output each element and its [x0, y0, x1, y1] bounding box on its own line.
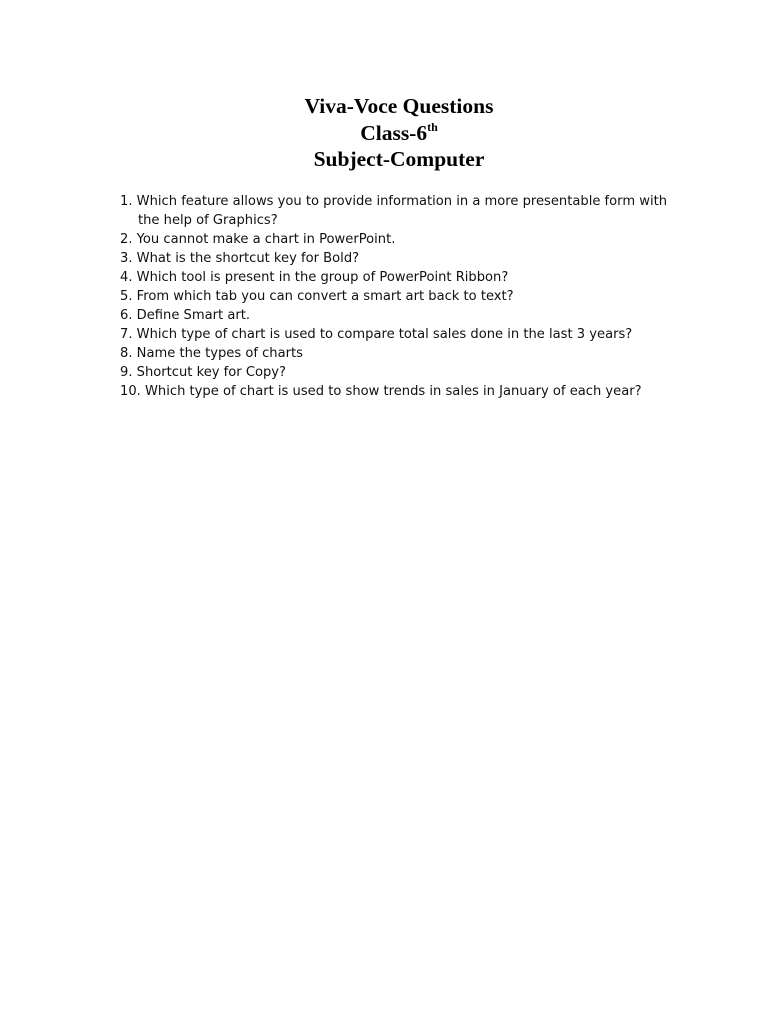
question-item: 7. Which type of chart is used to compare total sales done in the last 3 years? — [120, 327, 633, 342]
question-item: 4. Which tool is present in the group of PowerPoint Ribbon? — [120, 270, 509, 285]
title-class-main: Class-6 — [360, 120, 428, 145]
title-class — [0, 120, 768, 147]
question-item: 8. Name the types of charts — [120, 346, 303, 361]
question-item: 9. Shortcut key for Copy? — [120, 365, 286, 380]
question-item: 6. Define Smart art. — [120, 308, 251, 323]
question-list — [120, 192, 680, 401]
title-class-superscript: th — [427, 119, 438, 134]
question-item: 2. You cannot make a chart in PowerPoint. — [120, 232, 396, 247]
question-item: 3. What is the shortcut key for Bold? — [120, 251, 360, 266]
title-subject: Subject-Computer — [313, 147, 485, 171]
title-viva-voce: Viva-Voce Questions — [304, 94, 494, 118]
question-item: 5. From which tab you can convert a smart art back to text? — [120, 289, 514, 304]
question-item: 10. Which type of chart is used to show trends in sales in January of each year? — [120, 384, 642, 399]
question-item: 1. Which feature allows you to provide information in a more presentable form with the help of Graphics? — [120, 194, 668, 228]
document-title — [0, 93, 768, 173]
